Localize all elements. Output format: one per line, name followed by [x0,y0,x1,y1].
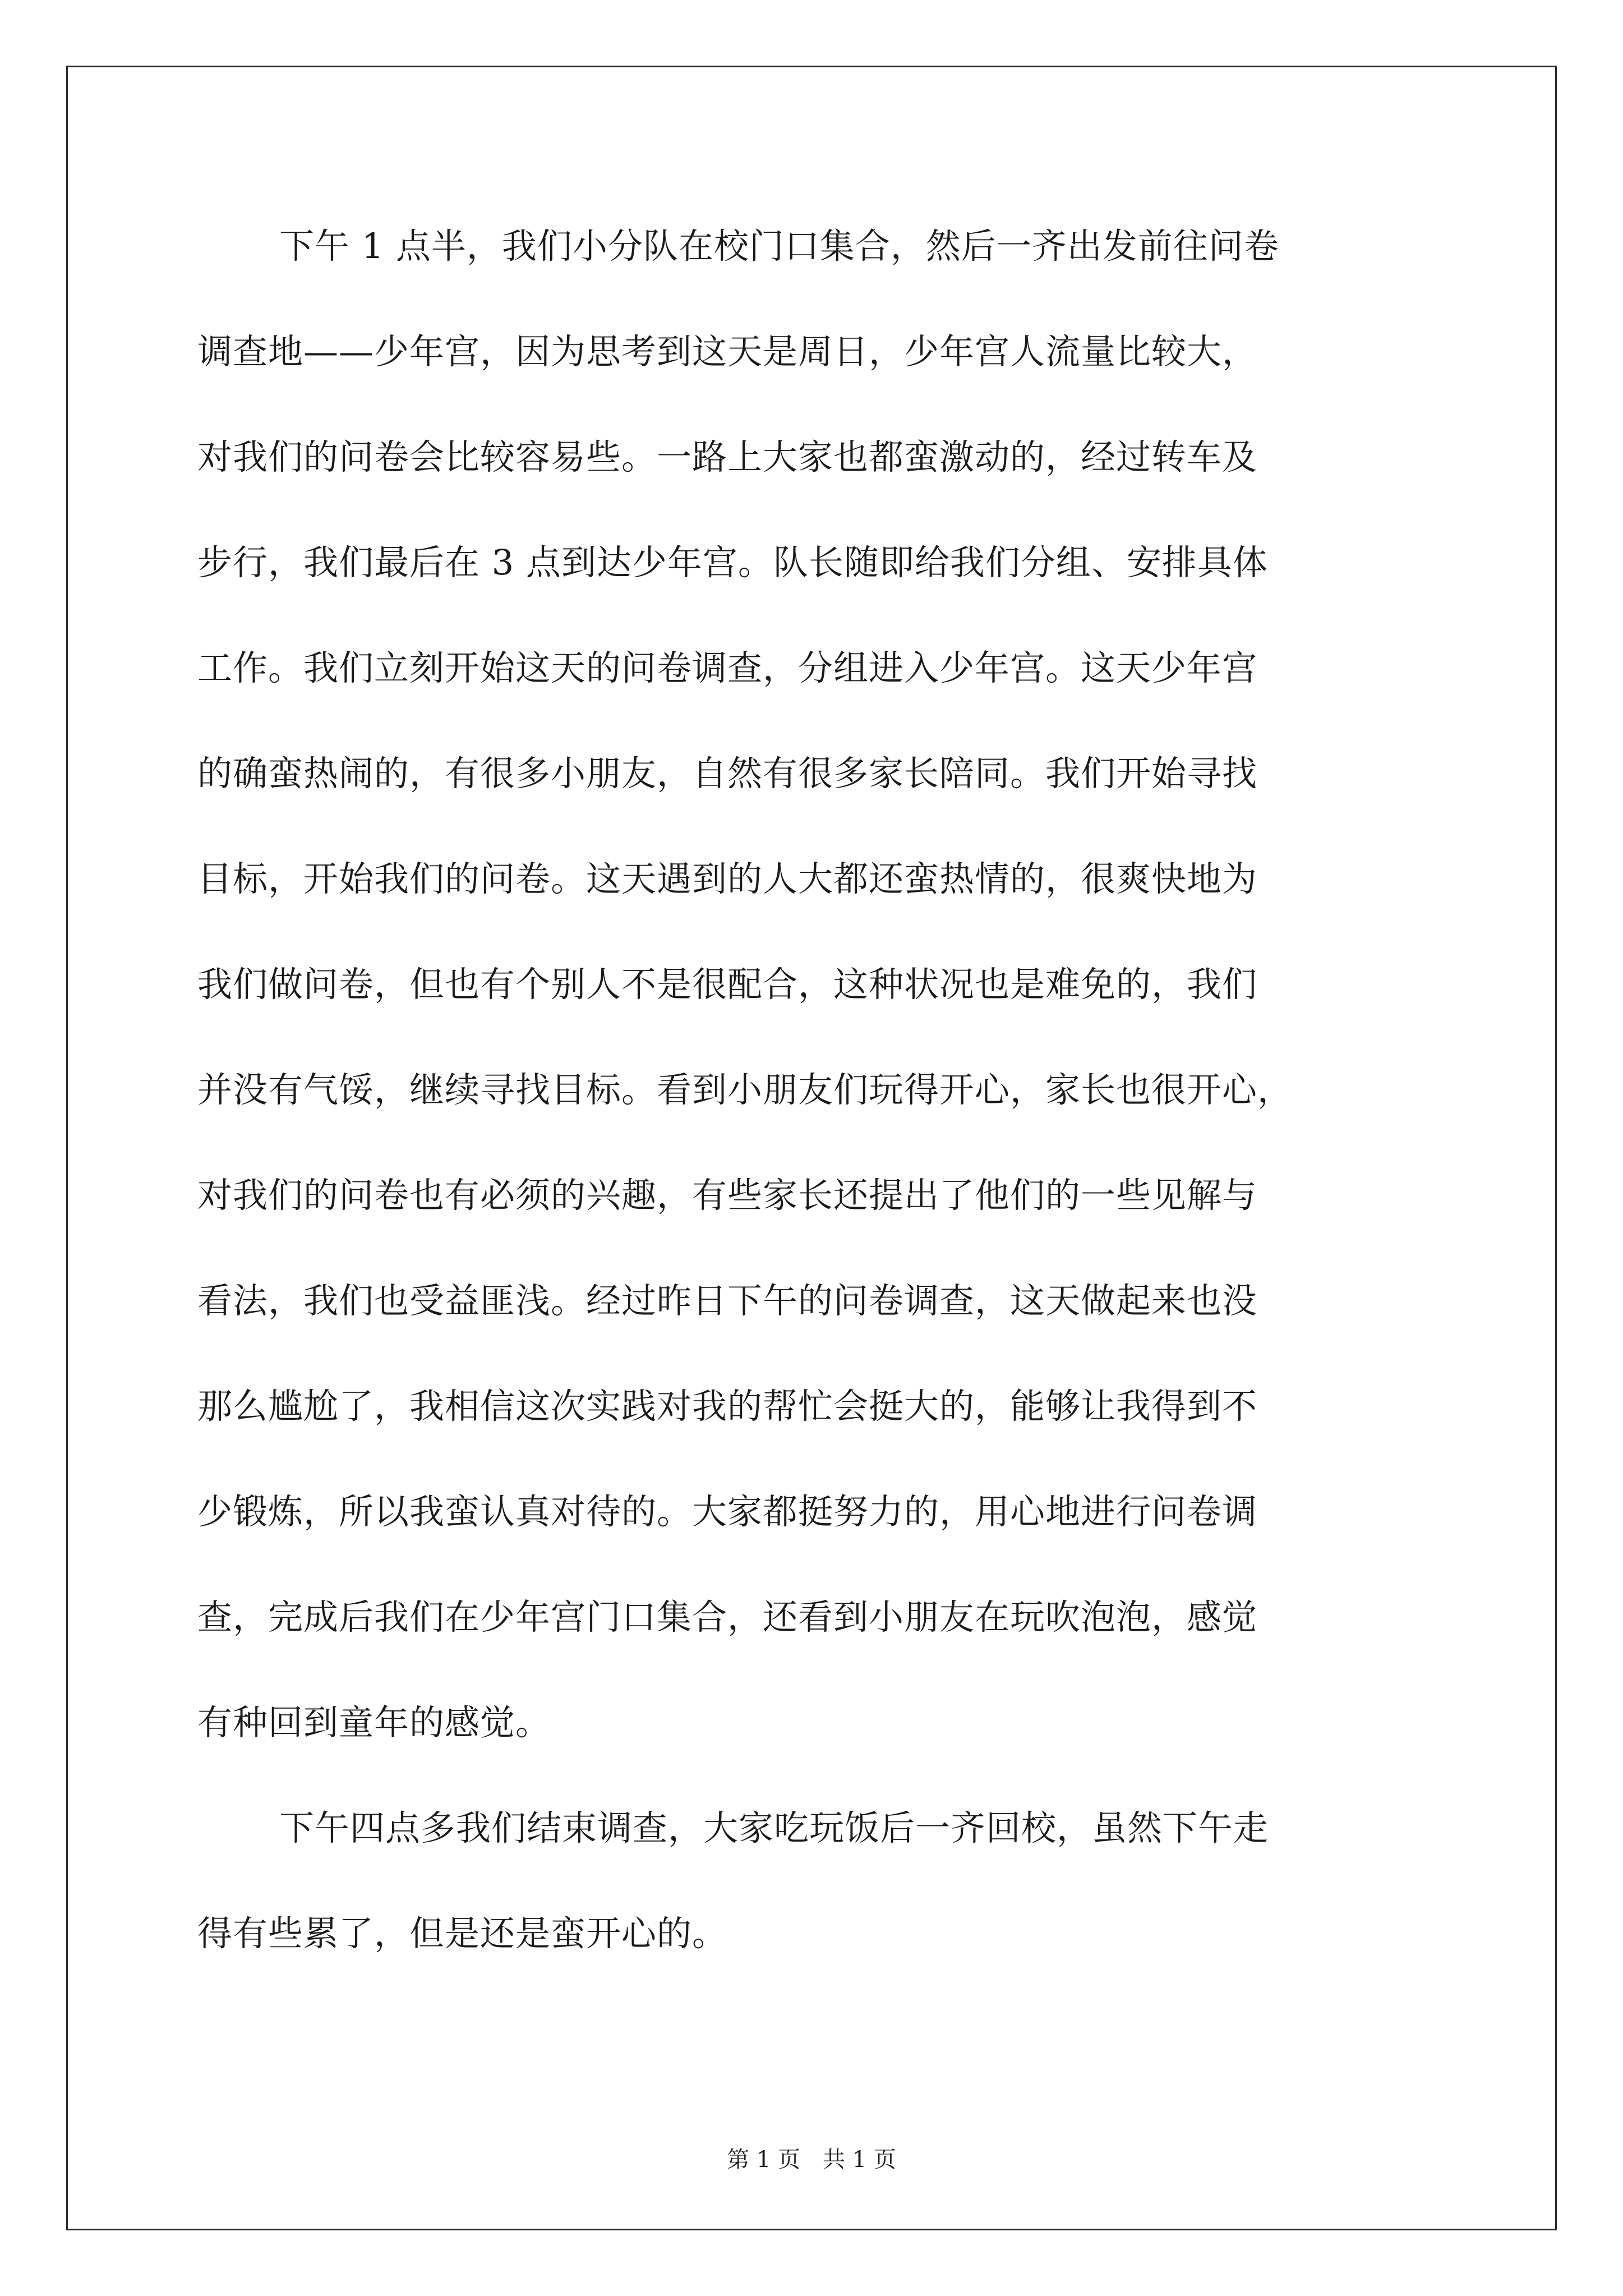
text-line: 并没有气馁，继续寻找目标。看到小朋友们玩得开心，家长也很开心， [197,1069,1293,1110]
text-line: 的确蛮热闹的，有很多小朋友，自然有很多家长陪同。我们开始寻找 [197,753,1258,794]
paragraph-spacer [197,1749,1431,1802]
paragraph-1 [197,220,1431,1749]
text-line: 查，完成后我们在少年宫门口集合，还看到小朋友在玩吹泡泡，感觉 [197,1596,1258,1637]
text-line: 对我们的问卷会比较容易些。一路上大家也都蛮激动的，经过转车及 [197,436,1258,477]
text-line: 对我们的问卷也有必须的兴趣，有些家长还提出了他们的一些见解与 [197,1175,1258,1216]
text-line: 有种回到童年的感觉。 [197,1702,551,1743]
page-number-footer: 第 1 页 共 1 页 [727,2147,896,2173]
text-line: 下午四点多我们结束调查，大家吃玩饭后一齐回校，虽然下午走 [279,1807,1269,1848]
text-line: 看法，我们也受益匪浅。经过昨日下午的问卷调查，这天做起来也没 [197,1280,1258,1321]
text-line: 少锻炼，所以我蛮认真对待的。大家都挺努力的，用心地进行问卷调 [197,1491,1258,1532]
text-line: 工作。我们立刻开始这天的问卷调查，分组进入少年宫。这天少年宫 [197,647,1258,688]
document-body [197,220,1431,1960]
text-line: 那么尴尬了，我相信这次实践对我的帮忙会挺大的，能够让我得到不 [197,1386,1258,1427]
text-line: 得有些累了，但是还是蛮开心的。 [197,1913,728,1954]
paragraph-2 [197,1802,1431,1960]
text-line: 我们做问卷，但也有个别人不是很配合，这种状况也是难免的，我们 [197,964,1258,1005]
text-line: 调查地——少年宫，因为思考到这天是周日，少年宫人流量比较大， [197,331,1258,372]
text-line: 下午 1 点半，我们小分队在校门口集合，然后一齐出发前往问卷 [279,226,1279,266]
text-line: 目标，开始我们的问卷。这天遇到的人大都还蛮热情的，很爽快地为 [197,858,1258,899]
text-line: 步行，我们最后在 3 点到达少年宫。队长随即给我们分组、安排具体 [197,542,1268,583]
